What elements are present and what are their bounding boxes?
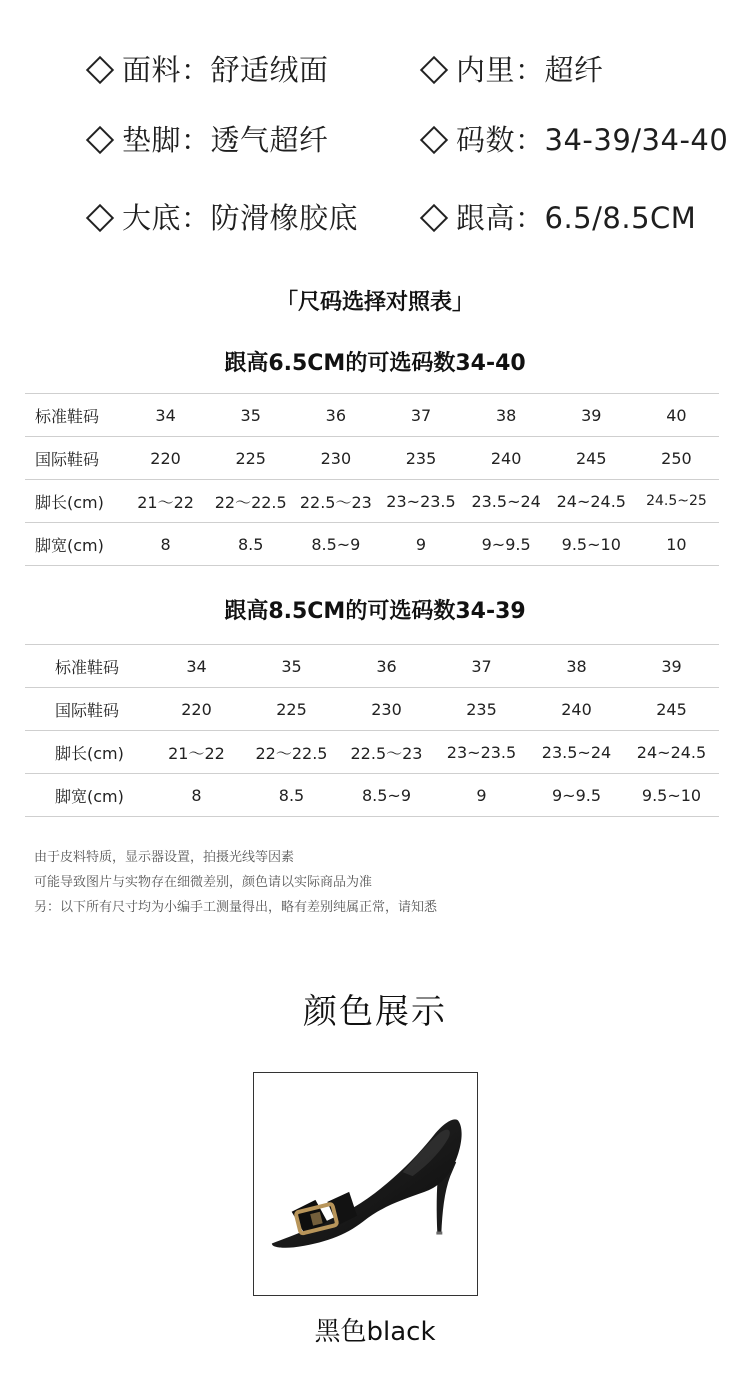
table-row (25, 645, 719, 688)
disclaimer-line-2: 可能导致图片与实物存在细微差别，颜色请以实际商品为准 (34, 875, 373, 890)
table-cell: 9.5~10 (549, 523, 634, 566)
row-label: 脚长(cm) (25, 731, 149, 774)
table-cell: 24~24.5 (624, 731, 719, 774)
table-cell: 22～22.5 (244, 731, 339, 774)
table-cell: 36 (339, 645, 434, 688)
table-cell: 24~24.5 (549, 480, 634, 523)
table-cell: 23~23.5 (434, 731, 529, 774)
table-cell: 230 (339, 688, 434, 731)
row-label: 标准鞋码 (25, 394, 123, 437)
table-cell: 9.5~10 (624, 774, 719, 817)
table-row (25, 731, 719, 774)
row-label: 标准鞋码 (25, 645, 149, 688)
table-cell: 39 (624, 645, 719, 688)
table-cell: 250 (634, 437, 719, 480)
table-cell: 8 (149, 774, 244, 817)
row-label: 脚宽(cm) (25, 774, 149, 817)
table-cell: 35 (208, 394, 293, 437)
table-cell: 35 (244, 645, 339, 688)
table1-title: 跟高6.5CM的可选码数34-40 (224, 351, 526, 376)
table-cell: 10 (634, 523, 719, 566)
product-color-caption: 黑色black (314, 1317, 436, 1347)
table-row (25, 437, 719, 480)
diamond-icon (86, 56, 114, 84)
table-cell: 225 (244, 688, 339, 731)
table-cell: 8.5~9 (339, 774, 434, 817)
size-table-8-5cm (25, 644, 719, 817)
spec-sole: 大底：防滑橡胶底 (84, 196, 358, 237)
diamond-icon (86, 126, 114, 154)
diamond-icon (420, 126, 448, 154)
size-table-6-5cm (25, 393, 719, 566)
table-row (25, 394, 719, 437)
row-label: 国际鞋码 (25, 437, 123, 480)
table-cell: 21～22 (123, 480, 208, 523)
table-cell: 36 (293, 394, 378, 437)
table-cell: 23~23.5 (378, 480, 463, 523)
table-cell: 9 (378, 523, 463, 566)
diamond-icon (420, 204, 448, 232)
table-cell: 235 (434, 688, 529, 731)
row-label: 脚宽(cm) (25, 523, 123, 566)
table-row (25, 480, 719, 523)
table-cell: 235 (378, 437, 463, 480)
table-row (25, 774, 719, 817)
table-row (25, 523, 719, 566)
table-cell: 220 (123, 437, 208, 480)
table-cell: 34 (123, 394, 208, 437)
row-label: 国际鞋码 (25, 688, 149, 731)
heel-tip (436, 1232, 442, 1235)
product-image-frame (253, 1072, 478, 1296)
row-label: 脚长(cm) (25, 480, 123, 523)
table-cell: 8.5~9 (293, 523, 378, 566)
table-cell: 24.5~25 (634, 480, 719, 523)
disclaimer-line-1: 由于皮料特质，显示器设置，拍摄光线等因素 (34, 850, 295, 865)
black-pump-shoe-image (254, 1073, 477, 1295)
table2-title: 跟高8.5CM的可选码数34-39 (224, 599, 526, 624)
disclaimer-line-3: 另：以下所有尺寸均为小编手工测量得出，略有差别纯属正常，请知悉 (34, 900, 438, 915)
spec-lining: 内里：超纤 (418, 48, 604, 89)
table-cell: 38 (529, 645, 624, 688)
table-cell: 220 (149, 688, 244, 731)
spec-heel-height: 跟高：6.5/8.5CM (418, 196, 696, 237)
diamond-icon (86, 204, 114, 232)
table-cell: 37 (434, 645, 529, 688)
spec-insole: 垫脚：透气超纤 (84, 118, 329, 159)
table-cell: 8 (123, 523, 208, 566)
table-cell: 230 (293, 437, 378, 480)
table-cell: 22.5～23 (339, 731, 434, 774)
table-cell: 38 (464, 394, 549, 437)
table-cell: 22.5～23 (293, 480, 378, 523)
size-chart-title: 「尺码选择对照表」 (275, 290, 474, 315)
table-cell: 34 (149, 645, 244, 688)
table-cell: 37 (378, 394, 463, 437)
table-cell: 21～22 (149, 731, 244, 774)
table-cell: 245 (624, 688, 719, 731)
table-row (25, 688, 719, 731)
table-cell: 9 (434, 774, 529, 817)
table-cell: 245 (549, 437, 634, 480)
table-cell: 39 (549, 394, 634, 437)
table-cell: 240 (529, 688, 624, 731)
table-cell: 22～22.5 (208, 480, 293, 523)
spec-fabric: 面料：舒适绒面 (84, 48, 329, 89)
diamond-icon (420, 56, 448, 84)
spec-sizes: 码数：34-39/34-40 (418, 118, 728, 159)
table-cell: 23.5~24 (464, 480, 549, 523)
table-cell: 8.5 (208, 523, 293, 566)
table-cell: 8.5 (244, 774, 339, 817)
table-cell: 9~9.5 (464, 523, 549, 566)
color-display-title: 颜色展示 (303, 992, 447, 1032)
table-cell: 9~9.5 (529, 774, 624, 817)
table-cell: 40 (634, 394, 719, 437)
table-cell: 225 (208, 437, 293, 480)
table-cell: 23.5~24 (529, 731, 624, 774)
table-cell: 240 (464, 437, 549, 480)
